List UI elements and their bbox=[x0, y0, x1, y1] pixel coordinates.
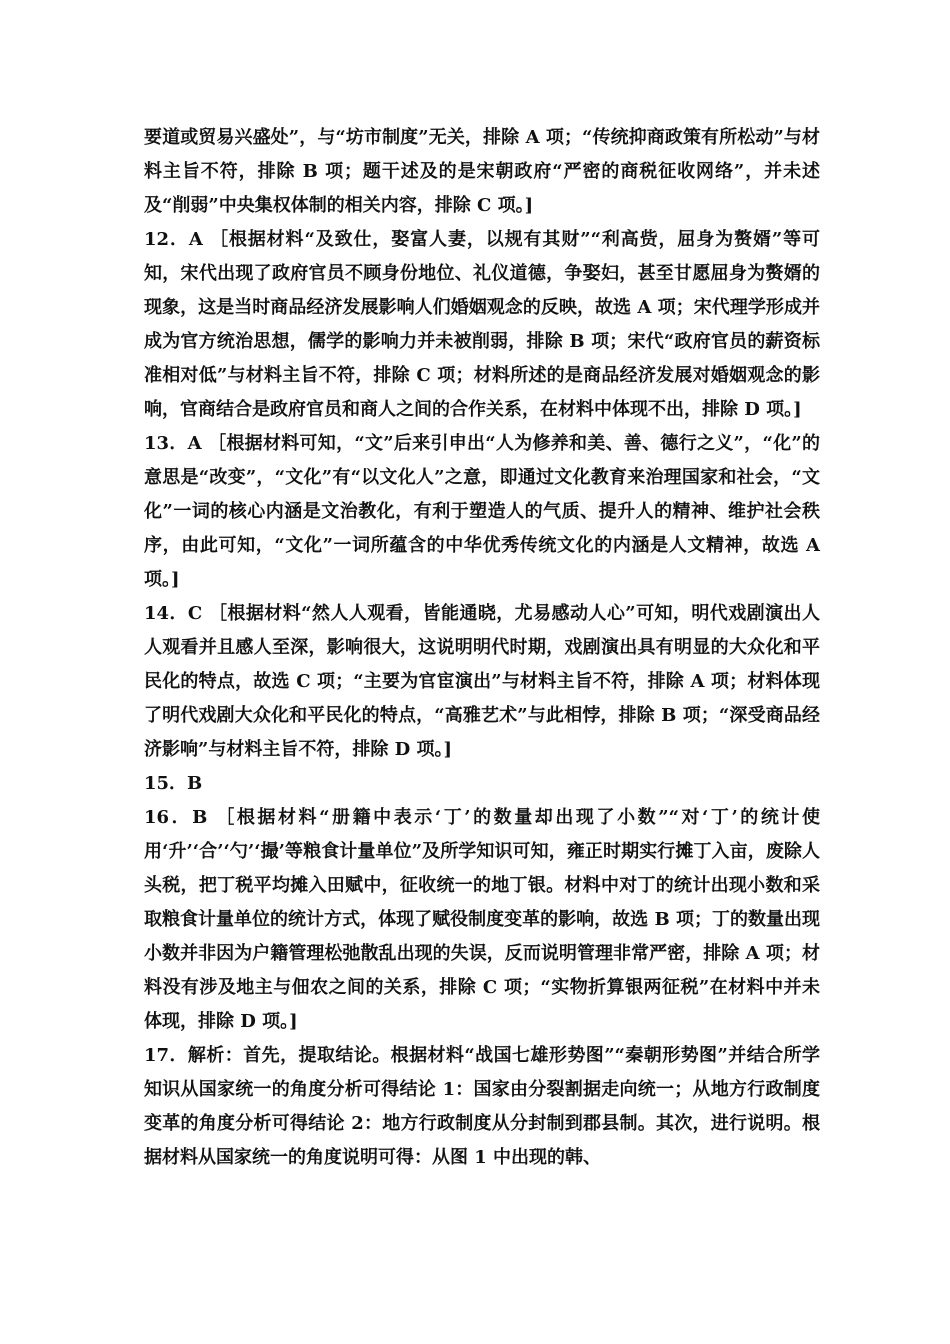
paragraph-text: ［根据材料“册籍中表示‘丁’的数量却出现了小数”“对‘丁’的统计使用‘升’‘合’‘勺’‘撮’等粮食计量单位”及所学知识可知，雍正时期实行摊丁入亩，废除人头税，把丁税平均摊入田赋中，征收统一的地丁银。材料中对丁的统计出现小数和采取粮食计量单位的统计方式，体现了赋役制度变革的影响，故选 B 项；丁的数量出现小数并非因为户籍管理松弛散乱出现的失误，反而说明管理非常严密，排除 A 项；材料没有涉及地主与佃农之间的关系，排除 C 项；“实物折算银两征税”在材料中并未体现，排除 D 项。] bbox=[144, 807, 820, 1032]
question-number: 13．A bbox=[144, 433, 202, 454]
answer-paragraph-12 bbox=[144, 223, 820, 427]
question-number: 15．B bbox=[144, 773, 203, 794]
paragraph-text: ［根据材料可知，“文”后来引申出“人为修养和美、善、德行之义”，“化”的意思是“改变”，“文化”有“以文化人”之意，即通过文化教育来治理国家和社会，“文化”一词的核心内涵是文治教化，有利于塑造人的气质、提升人的精神、维护社会秩序，由此可知，“文化”一词所蕴含的中华优秀传统文化的内涵是人文精神，故选 A 项。] bbox=[144, 433, 820, 590]
paragraph-text: 要道或贸易兴盛处”，与“坊市制度”无关，排除 A 项；“传统抑商政策有所松动”与材料主旨不符，排除 B 项；题干述及的是宋朝政府“严密的商税征收网络”，并未述及“削弱”中央集权体制的相关内容，排除 C 项。] bbox=[144, 127, 820, 216]
answer-paragraph-17 bbox=[144, 1039, 820, 1175]
answer-paragraph-continued bbox=[144, 121, 820, 223]
question-number: 12．A bbox=[144, 229, 203, 250]
question-number: 17．解析： bbox=[144, 1045, 244, 1066]
paragraph-text: ［根据材料“及致仕，娶富人妻，以规有其财”“利高赀，屈身为赘婿”等可知，宋代出现了政府官员不顾身份地位、礼仪道德，争娶妇，甚至甘愿屈身为赘婿的现象，这是当时商品经济发展影响人们婚姻观念的反映，故选 A 项；宋代理学形成并成为官方统治思想，儒学的影响力并未被削弱，排除 B 项；宋代“政府官员的薪资标准相对低”与材料主旨不符，排除 C 项；材料所述的是商品经济发展对婚姻观念的影响，官商结合是政府官员和商人之间的合作关系，在材料中体现不出，排除 D 项。] bbox=[144, 229, 820, 420]
paragraph-text: 首先，提取结论。根据材料“战国七雄形势图”“秦朝形势图”并结合所学知识从国家统一的角度分析可得结论 1：国家由分裂割据走向统一；从地方行政制度变革的角度分析可得结论 2：地方行政制度从分封制到郡县制。其次，进行说明。根据材料从国家统一的角度说明可得：从图 1 中出现的韩、 bbox=[144, 1045, 820, 1168]
question-number: 16．B bbox=[144, 807, 208, 828]
question-number: 14．C bbox=[144, 603, 203, 624]
answer-paragraph-14 bbox=[144, 597, 820, 767]
answer-paragraph-16 bbox=[144, 801, 820, 1039]
answer-paragraph-13 bbox=[144, 427, 820, 597]
paragraph-text: ［根据材料“然人人观看，皆能通晓，尤易感动人心”可知，明代戏剧演出人人观看并且感人至深，影响很大，这说明明代时期，戏剧演出具有明显的大众化和平民化的特点，故选 C 项；“主要为官宦演出”与材料主旨不符，排除 A 项；材料体现了明代戏剧大众化和平民化的特点，“高雅艺术”与此相悖，排除 B 项；“深受商品经济影响”与材料主旨不符，排除 D 项。] bbox=[144, 603, 820, 760]
answer-paragraph-15 bbox=[144, 767, 820, 801]
